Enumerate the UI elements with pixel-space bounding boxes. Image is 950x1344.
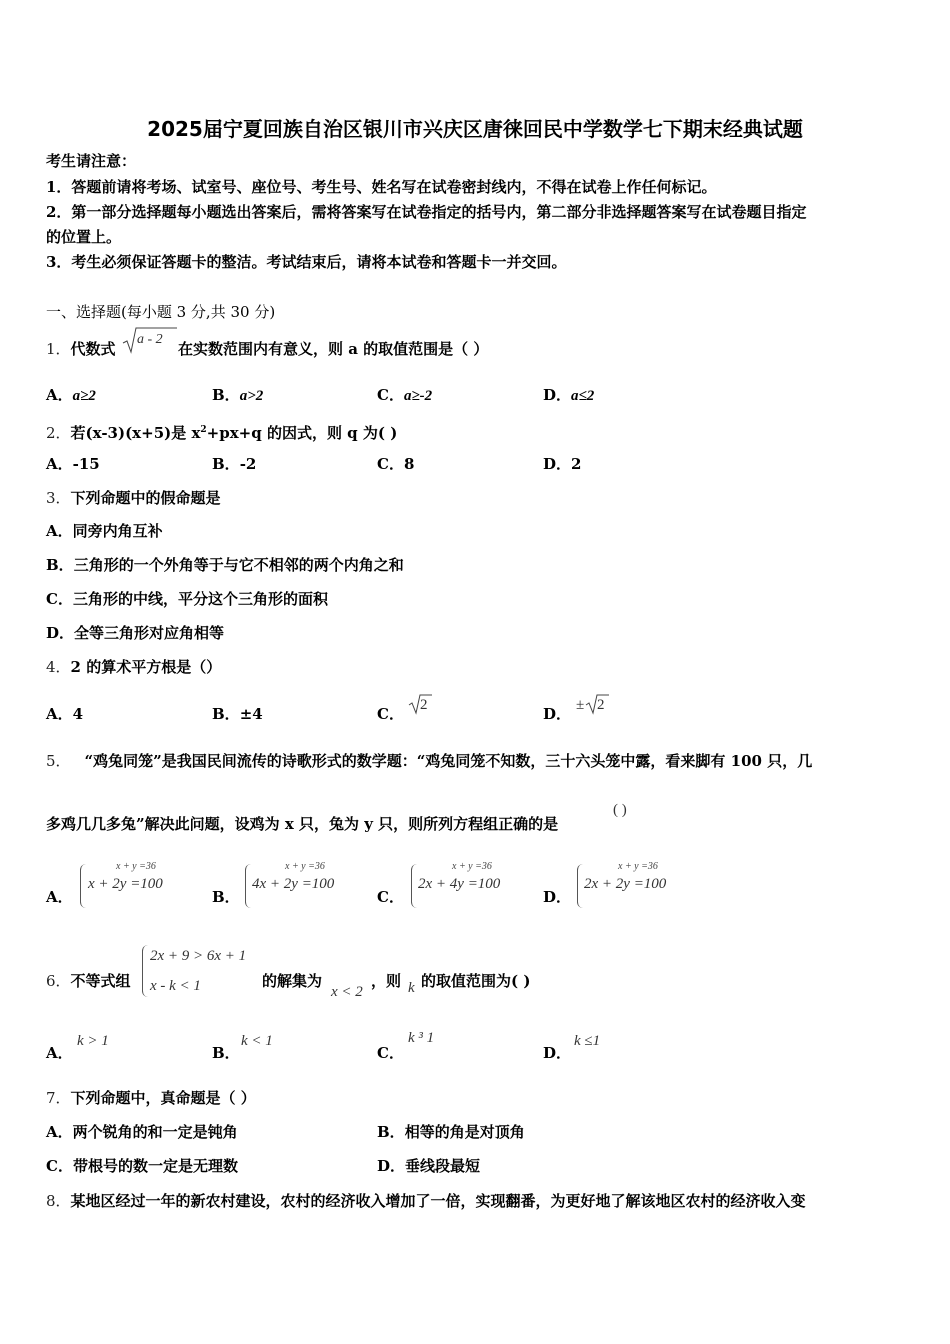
question-6: 6．不等式组 (46, 972, 131, 990)
q6-a-expr: k > 1 (77, 1033, 109, 1049)
q6-var: k (408, 980, 415, 996)
q4-option-d-sign: ± (576, 697, 585, 713)
system-brace (142, 945, 148, 997)
q5-d-top: x + y =36 (618, 861, 658, 872)
q4-option-d: D． (543, 705, 572, 723)
q3-option-c: C．三角形的中线，平分这个三角形的面积 (46, 590, 328, 608)
q1-option-c: C．a≥-2 (377, 386, 433, 404)
question-5: 5． “鸡兔同笼”是我国民间流传的诗歌形式的数学题：“鸡兔同笼不知数，三十六头笼中露，看来脚有 100 只，几 (46, 752, 813, 770)
q2-option-a: A．-15 (46, 455, 100, 473)
q5-option-c: C． (377, 888, 404, 906)
q5-option-b: B． (212, 888, 240, 906)
q5-a-top: x + y =36 (116, 861, 156, 872)
q3-option-b: B．三角形的一个外角等于与它不相邻的两个内角之和 (46, 556, 404, 574)
question-1 (46, 339, 116, 359)
section-heading: 一、选择题(每小题 3 分,共 30 分) (46, 303, 276, 321)
q6-option-c: C． (377, 1044, 404, 1062)
q2-option-b: B．-2 (212, 455, 257, 473)
q6-d-expr: k ≤1 (574, 1033, 601, 1049)
q4-option-b: B．±4 (212, 705, 263, 723)
q5-option-d: D． (543, 888, 572, 906)
question-7: 7．下列命题中，真命题是（ ） (46, 1089, 256, 1107)
question-2: 2．若(x-3)(x+5)是 $x^2+px+q$ 的因式，则 q 为( ) (46, 424, 398, 442)
question-4: 4．2 的算术平方根是（） (46, 658, 222, 676)
notice-heading: 考生请注意： (46, 152, 137, 170)
q5-line-2: 多鸡几几多兔”解决此问题，设鸡为 x 只，兔为 y 只，则所列方程组正确的是 (46, 815, 559, 833)
q3-option-d: D．全等三角形对应角相等 (46, 624, 225, 642)
q6-system-top: 2x + 9 > 6x + 1 (150, 948, 247, 964)
q1-option-a: A．a≥2 (46, 386, 96, 404)
q7-option-b: B．相等的角是对顶角 (377, 1123, 525, 1141)
q5-c-top: x + y =36 (452, 861, 492, 872)
q1-post: 在实数范围内有意义，则 a 的取值范围是（ ） (178, 340, 489, 358)
q1-pre: 代数式 (70, 340, 116, 358)
q3-option-a: A．同旁内角互补 (46, 522, 163, 540)
system-brace (80, 864, 86, 908)
system-brace (245, 864, 251, 908)
system-brace (411, 864, 417, 908)
q4-option-c: C． (377, 705, 404, 723)
q6-option-a: A． (46, 1044, 73, 1062)
page-title: 2025届宁夏回族自治区银川市兴庆区唐徕回民中学数学七下期末经典试题 (147, 117, 803, 141)
q6-option-b: B． (212, 1044, 240, 1062)
q6-option-d: D． (543, 1044, 572, 1062)
q4-option-d-radicand: 2 (597, 697, 605, 713)
q5-option-a: A． (46, 888, 73, 906)
q2-option-c: C．8 (377, 455, 415, 473)
q6-solution: x < 2 (331, 984, 363, 1000)
q5-c-bottom: 2x + 4y =100 (418, 876, 501, 892)
q1-option-b: B．a>2 (212, 386, 264, 404)
q5-b-bottom: 4x + 2y =100 (252, 876, 335, 892)
notice-item: 2．第一部分选择题每小题选出答案后，需将答案写在试卷指定的括号内，第二部分非选择题答案写在试卷题目指定 (46, 203, 807, 221)
question-number: 1． (46, 340, 71, 358)
q5-b-top: x + y =36 (285, 861, 325, 872)
q6-mid2: ，则 (371, 972, 402, 990)
q6-b-expr: k < 1 (241, 1033, 273, 1049)
q2-option-d: D．2 (543, 455, 582, 473)
q7-option-c: C．带根号的数一定是无理数 (46, 1157, 238, 1175)
q6-post: 的取值范围为( ) (421, 972, 531, 990)
q6-mid: 的解集为 (262, 972, 323, 990)
question-3: 3．下列命题中的假命题是 (46, 489, 221, 507)
q6-system-bottom: x - k < 1 (150, 978, 201, 994)
question-8: 8．某地区经过一年的新农村建设，农村的经济收入增加了一倍，实现翻番，为更好地了解该地区农村的经济收入变 (46, 1192, 806, 1210)
notice-item: 的位置上。 (46, 228, 122, 246)
system-brace (577, 864, 583, 908)
q5-d-bottom: 2x + 2y =100 (584, 876, 667, 892)
q1-radicand: a - 2 (137, 332, 163, 347)
notice-item: 1．答题前请将考场、试室号、座位号、考生号、姓名写在试卷密封线内，不得在试卷上作任何标记。 (46, 178, 717, 196)
q1-option-d: D．a≤2 (543, 386, 595, 404)
q6-c-expr: k ³ 1 (408, 1030, 435, 1046)
q4-option-a: A．4 (46, 705, 84, 723)
q4-option-c-radicand: 2 (420, 697, 428, 713)
q5-a-bottom: x + 2y =100 (88, 876, 163, 892)
q7-option-d: D．垂线段最短 (377, 1157, 481, 1175)
q7-option-a: A．两个锐角的和一定是钝角 (46, 1123, 238, 1141)
notice-item: 3．考生必须保证答题卡的整洁。考试结束后，请将本试卷和答题卡一并交回。 (46, 253, 567, 271)
answer-paren: ( ) (613, 802, 627, 818)
